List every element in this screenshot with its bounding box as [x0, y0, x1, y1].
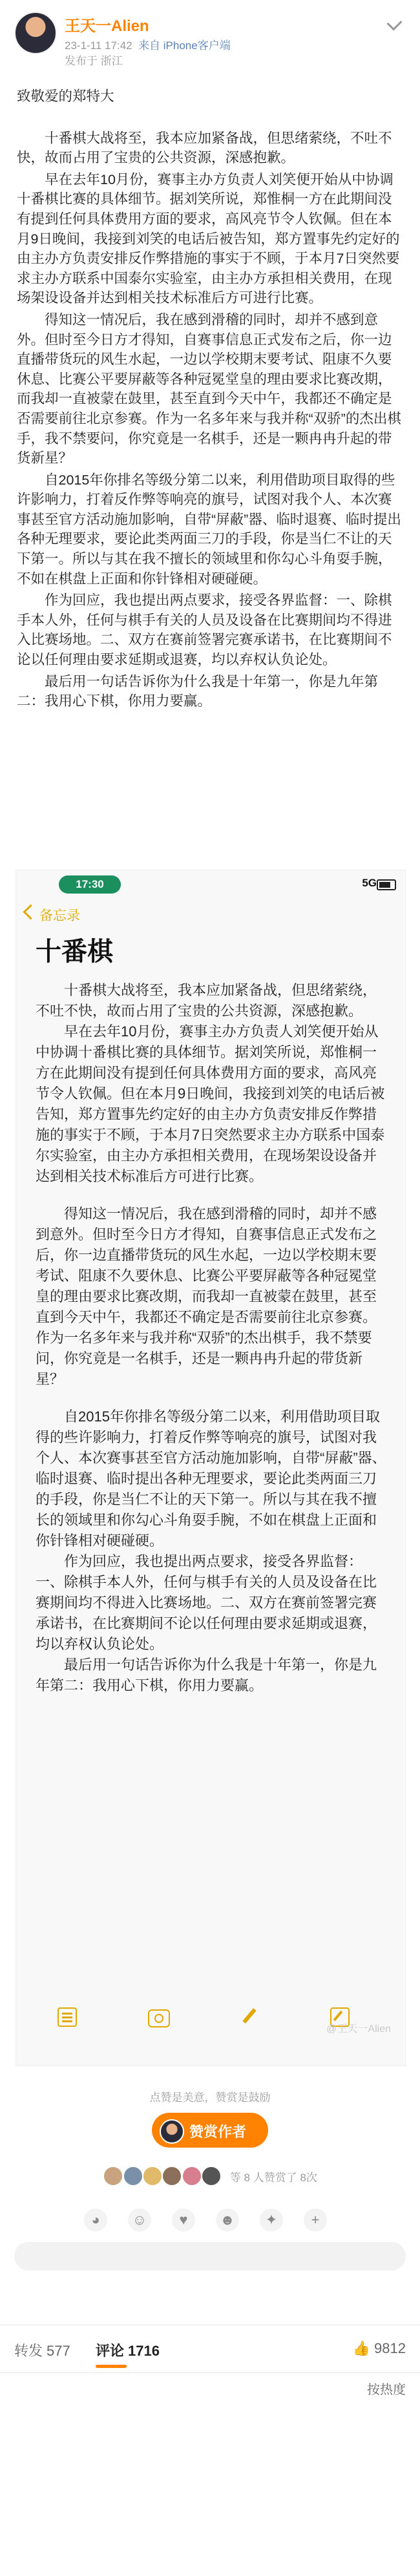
post-paragraph: 作为回应，我也提出两点要求，接受各界监督：一、除棋手本人外，任何与棋手有关的人员及设备在比赛期间均不得进入比赛场地。二、双方在赛前签署完赛承诺书，在比赛期间不论以任何理由要求延期或退赛，均以弃权认负论处。: [17, 592, 392, 668]
doge-emoji-icon[interactable]: ◕: [84, 2208, 107, 2232]
emoji-bar: [84, 2208, 355, 2234]
repost-label: 转发: [14, 2343, 43, 2359]
memo-blank-line: [36, 1390, 390, 1407]
status-bar: [16, 870, 405, 899]
attached-image[interactable]: [16, 870, 406, 2066]
post-closing: 最后用一句话告诉你为什么我是十年第一，你是九年第二：我用心下棋，你用力要赢。: [17, 673, 379, 709]
sort-toggle[interactable]: 按热度: [367, 2383, 406, 2397]
supporter-avatar: [182, 2166, 202, 2186]
post-paragraph: 自2015年你排名等级分第二以来，利用借助项目取得的些许影响力，打着反作弊等响亮的旗号，试图对我个人、本次赛事甚至官方活动施加影响，自带“屏蔽”器、临时退赛、临时提出各种无理要求，要论此类两面三刀的手段，你是当仁不让的天下第一。所以与其在我不擅长的领域里和你勾心斗角耍手腕，不如在棋盘上正面和你针锋相对硬碰硬。: [17, 472, 401, 587]
like-tab[interactable]: [353, 2340, 406, 2357]
memo-paragraph: 得知这一情况后，我在感到滑稽的同时，却并不感到意外。但时至今日方才得知，自赛事信息正式发布之后，你一边直播带货玩的风生水起，一边以学校期末要考试、阻康不久要休息、比赛公平要屏蔽等各种冠冕堂皇的理由要求比赛改期，而我却一直被蒙在鼓里，甚至直到今天中午，我都还不确定是否需要前往北京参赛。作为一名多年来与我并称“双骄”的杰出棋手，我不禁要问，你究竟是一名棋手，还是一颗冉冉升起的带货新星？: [36, 1206, 377, 1387]
camera-icon[interactable]: [148, 2009, 170, 2027]
author-avatar-icon: [160, 2119, 184, 2144]
comment-input[interactable]: [14, 2242, 406, 2270]
comment-tab[interactable]: [96, 2340, 160, 2360]
status-time: 17:30: [59, 875, 121, 894]
post-source[interactable]: 来自 iPhone客户端: [138, 39, 231, 52]
post-meta: [65, 36, 231, 52]
stats-bar: [0, 2332, 420, 2371]
back-button[interactable]: 备忘录: [39, 908, 80, 923]
user-name[interactable]: 王天一Alien: [65, 17, 149, 35]
supporter-avatar: [201, 2166, 222, 2186]
heart-emoji-icon[interactable]: ♥: [172, 2208, 195, 2232]
post-paragraph: 十番棋大战将至，我本应加紧备战，但思绪萦绕，不吐不快，故而占用了宝贵的公共资源，深感抱歉。: [17, 130, 392, 166]
salutation: 致敬爱的郑特大: [17, 89, 114, 104]
active-tab-indicator: [96, 2365, 127, 2368]
divider: [0, 2372, 420, 2373]
post-paragraph: 早在去年10月份，赛事主办方负责人刘笑便开始从中协调十番棋比赛的具体细节。据刘笑所说，郑惟桐一方在此期间没有提到任何具体费用方面的要求，高风亮节令人钦佩。但在本月9日晚间，我接到刘笑的电话后被告知，郑方置事先约定好的由主办方负责安排反作弊措施的事实于不顾，于本月7日突然要求主办方联系中国泰尔实验室，由主办方承担相关费用，在现场架设设备并达到相关技术标准后方可进行比赛。: [17, 171, 400, 306]
checklist-icon[interactable]: [58, 2007, 77, 2027]
post-time: 23-1-11 17:42: [65, 39, 132, 52]
post-body: [17, 87, 403, 713]
post-header: [0, 0, 420, 76]
network-indicator: 5G: [362, 877, 377, 889]
memo-title: 十番棋: [36, 937, 113, 966]
laugh-emoji-icon[interactable]: ☻: [216, 2208, 239, 2232]
reward-slogan: 点赞是美意，赞赏是鼓励: [149, 2091, 271, 2104]
reward-button[interactable]: [152, 2113, 268, 2148]
thumbs-up-icon: 👍: [352, 2340, 371, 2356]
memo-nav: [16, 901, 405, 927]
add-emoji-icon[interactable]: +: [304, 2208, 327, 2232]
supporter-avatar: [162, 2166, 182, 2186]
supporter-avatar: [123, 2166, 143, 2186]
back-chevron-icon[interactable]: [23, 904, 38, 919]
chevron-down-icon[interactable]: [384, 17, 404, 30]
thumb-emoji-icon[interactable]: ✦: [260, 2208, 283, 2232]
memo-body: [36, 980, 390, 1696]
pen-icon[interactable]: [240, 2007, 259, 2027]
comment-count: 1716: [128, 2343, 160, 2359]
watermark: @王天一Alien: [326, 2024, 391, 2035]
supporter-avatar: [103, 2166, 123, 2186]
memo-paragraph: 早在去年10月份，赛事主办方负责人刘笑便开始从中协调十番棋比赛的具体细节。据刘笑所说，郑惟桐一方在此期间没有提到任何具体费用方面的要求，高风亮节令人钦佩。但在本月9日晚间，我接到刘笑的电话后被告知，郑方置事先约定好的由主办方负责安排反作弊措施的事实于不顾，于本月7日突然要求主办方联系中国泰尔实验室，由主办方承担相关费用，在现场架设设备并达到相关技术标准后方可进行比赛。: [36, 1023, 385, 1184]
supporters-text: 等 8 人赞赏了 8次: [229, 2171, 317, 2184]
repost-tab[interactable]: [14, 2340, 70, 2360]
memo-blank-line: [36, 1187, 390, 1204]
repost-count: 577: [47, 2343, 70, 2359]
memo-paragraph: 作为回应，我也提出两点要求，接受各界监督：一、除棋手本人外，任何与棋手有关的人员及设备在比赛期间均不得进入比赛场地。二、双方在赛前签署完赛承诺书，在比赛期间不论以任何理由要求延期或退赛，均以弃权认负论处。: [36, 1553, 377, 1652]
comment-label: 评论: [96, 2343, 125, 2359]
post-location: 发布于 浙江: [65, 55, 123, 67]
reward-button-label: 赞赏作者: [189, 2124, 247, 2140]
supporter-avatar: [142, 2166, 163, 2186]
supporters-row[interactable]: [0, 2166, 420, 2188]
memo-paragraph: 最后用一句话告诉你为什么我是十年第一，你是九年第二：我用心下棋，你用力要赢。: [36, 1657, 377, 1693]
memo-paragraph: 自2015年你排名等级分第二以来，利用借助项目取得的些许影响力，打着反作弊等响亮的旗号，试图对我个人、本次赛事甚至官方活动施加影响，自带“屏蔽”器、临时退赛、临时提出各种无理要求，要论此类两面三刀的手段，你是当仁不让的天下第一。所以与其在我不擅长的领域里和你勾心斗角耍手腕，不如在棋盘上正面和你针锋相对硬碰硬。: [36, 1408, 386, 1549]
post-paragraph: 得知这一情况后，我在感到滑稽的同时，却并不感到意外。但时至今日方才得知，自赛事信息正式发布之后，你一边直播带货玩的风生水起，一边以学校期末要考试、阻康不久要休息、比赛公平要屏蔽等各种冠冕堂皇的理由要求比赛改期，而我却一直被蒙在鼓里，甚至直到今天中午，我都还不确定是否需要前往北京参赛。作为一名多年来与我并称“双骄”的杰出棋手，我不禁要问，你究竟是一名棋手，还是一颗冉冉升起的带货新星？: [17, 311, 401, 466]
smile-emoji-icon[interactable]: ☺: [128, 2208, 151, 2232]
battery-icon: [377, 879, 396, 890]
avatar[interactable]: [14, 12, 57, 54]
like-count: 9812: [374, 2340, 406, 2356]
memo-paragraph: 十番棋大战将至，我本应加紧备战，但思绪萦绕，不吐不快，故而占用了宝贵的公共资源，深感抱歉。: [36, 982, 377, 1019]
